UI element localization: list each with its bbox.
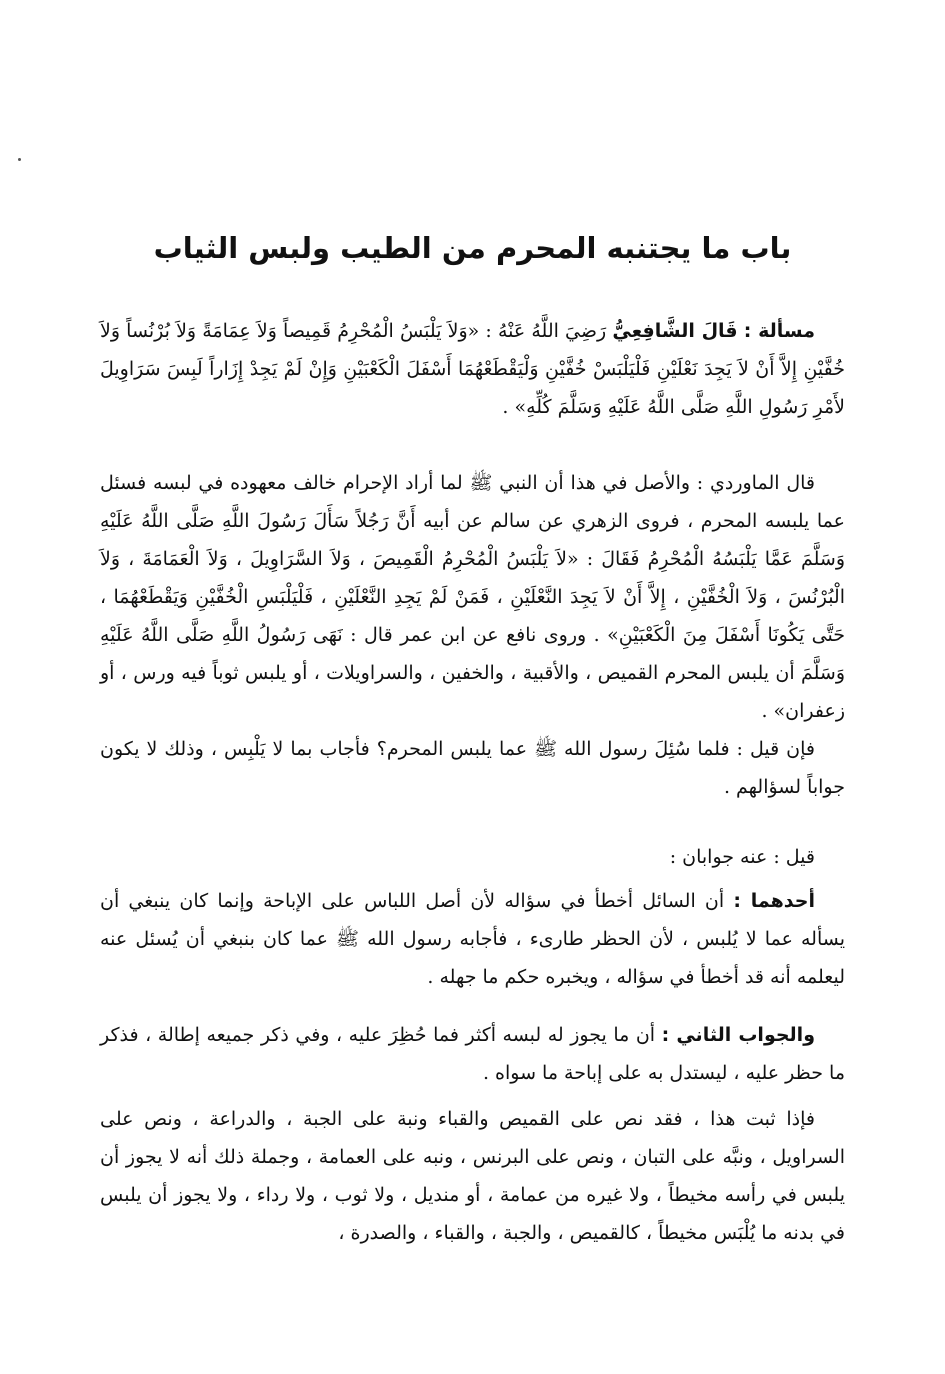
- answer-two-text: [100, 1016, 845, 1092]
- objection-paragraph: [100, 730, 845, 806]
- masala-text: [100, 312, 845, 426]
- conclusion-text: فإذا ثبت هذا ، فقد نص على القميص والقباء ونبة على الجبة ، والدراعة ، ونص على السراويل ، ونبَّه على التبان ، ونص على البرنس ، ونبه على العمامة ، وجملة ذلك أنه لا يجوز أن يلبس في رأسه مخيطاً ، ولا غيره من عمامة ، أو منديل ، ولا ثوب ، ولا رداء ، ولا يجوز أن يلبس في بدنه ما يُلْبَس مخيطاً ، كالقميص ، والجبة ، والقباء ، والصدرة ،: [100, 1108, 845, 1244]
- mawardi-paragraph: [100, 464, 845, 730]
- answer-one-body: أن السائل أخطأ في سؤاله لأن أصل اللباس على الإباحة وإنما كان ينبغي أن يسأله عما لا يُلبس ، لأن الحظر طارىء ، فأجابه رسول الله ﷺ عما كان بنبغي أن يُسئل عنه ليعلمه أنه قد أخطأ في سؤاله ، ويخبره حكم ما جهله .: [100, 890, 845, 988]
- masala-label: مسألة :: [743, 320, 816, 342]
- reply-intro-text: قيل : عنه جوابان :: [669, 846, 815, 868]
- imam-name: قَالَ الشَّافِعِيُّ: [612, 320, 738, 342]
- conclusion-paragraph: [100, 1100, 845, 1252]
- chapter-title: باب ما يجتنبه المحرم من الطيب ولبس الثياب: [153, 231, 792, 265]
- scan-speck: [18, 158, 21, 161]
- answer-one-label: أحدهما :: [733, 890, 815, 912]
- reply-intro-paragraph: [100, 838, 845, 876]
- objection-text: فإن قيل : فلما سُئِلَ رسول الله ﷺ عما يلبس المحرم؟ فأجاب بما لا يَلْبِس ، وذلك لا يكون جواباً لسؤالهم .: [100, 738, 845, 798]
- masala-body: رَضِيَ اللَّهُ عَنْهُ : «وَلاَ يَلْبَسُ الْمُحْرِمُ قَمِيصاً وَلاَ عِمَامَةً وَلاَ بُرْنُساً وَلاَ خُفَّيْنِ إِلاَّ أَنْ لاَ يَجِدَ نَعْلَيْنِ فَلْيَلْبَسْ خُفَّيْنِ وَلْيَقْطَعْهُمَا أَسْفَلَ الْكَعْبَيْنِ وَإِنْ لَمْ يَجِدْ إِزَاراً لَبِسَ سَرَاوِيلَ لأَمْرِ رَسُولِ اللَّهِ صَلَّى اللَّهُ عَلَيْهِ وَسَلَّمَ كُلِّهِ» .: [100, 320, 845, 418]
- answer-two-paragraph: [100, 1016, 845, 1092]
- masala-paragraph: [100, 312, 845, 426]
- answer-one-paragraph: [100, 882, 845, 996]
- answer-two-label: والجواب الثاني :: [661, 1024, 816, 1046]
- mawardi-text: قال الماوردي : والأصل في هذا أن النبي ﷺ لما أراد الإحرام خالف معهوده في لبسه فسئل عما يلبسه المحرم ، فروى الزهري عن سالم عن أبيه أَنَّ رَجُلاً سَأَلَ رَسُولَ اللَّهِ صَلَّى اللَّهُ عَلَيْهِ وَسَلَّمَ عَمَّا يَلْبَسُهُ الْمُحْرِمُ فَقَالَ : «لاَ يَلْبَسُ الْمُحْرِمُ الْقَمِيصَ ، وَلاَ السَّرَاوِيلَ ، وَلاَ الْعَمَامَةَ ، وَلاَ الْبُرْنُسَ ، وَلاَ الْخُفَّيْنِ ، إِلاَّ أَنْ لاَ يَجِدَ النَّعْلَيْنِ ، فَمَنْ لَمْ يَجِدِ النَّعْلَيْنِ ، فَلْيَلْبَسِ الْخُفَّيْنِ وَيَقْطَعْهُمَا ، حَتَّى يَكُونَا أَسْفَلَ مِنَ الْكَعْبَيْنِ» . وروى نافع عن ابن عمر قال : نَهَى رَسُولُ اللَّهِ صَلَّى اللَّهُ عَلَيْهِ وَسَلَّمَ أن يلبس المحرم القميص ، والأقبية ، والخفين ، والسراويلات ، أو يلبس ثوباً فيه ورس ، أو زعفران» .: [100, 472, 845, 722]
- answer-two-body: أن ما يجوز له لبسه أكثر فما حُظِرَ عليه ، وفي ذكر جميعه إطالة ، فذكر ما حظر عليه ، ليستدل به على إباحة ما سواه .: [100, 1024, 845, 1084]
- answer-one-text: [100, 882, 845, 996]
